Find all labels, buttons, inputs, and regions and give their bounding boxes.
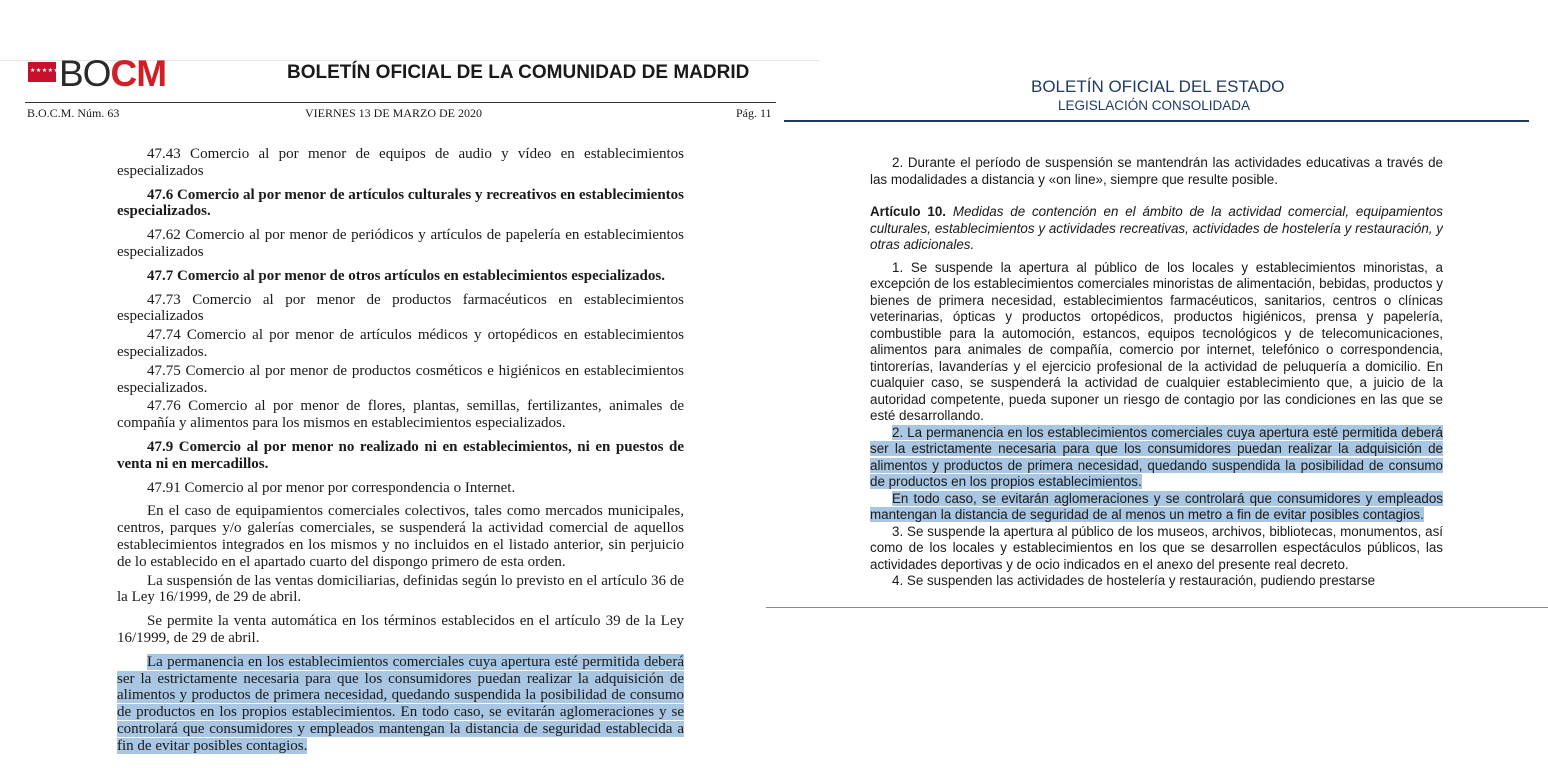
boe-article-number: Artículo 10.	[870, 204, 947, 219]
bocm-paragraph: 47.62 Comercio al por menor de periódicos y artículos de papelería en establecimientos especializados	[117, 227, 684, 260]
bocm-paragraph: En el caso de equipamientos comerciales colectivos, tales como mercados municipales, centros, parques y/o galerías comerciales, se suspenderá la actividad comercial de aquellos establecimientos integrados en los mismos y no incluidos en el listado anterior, sin perjuicio de lo establecido en el apartado cuarto del dispongo primero de esta orden.	[117, 503, 684, 570]
bocm-section-heading: 47.7 Comercio al por menor de otros artículos en establecimientos especializados.	[147, 267, 665, 284]
bocm-header-rule	[25, 102, 776, 103]
bocm-issue-date: VIERNES 13 DE MARZO DE 2020	[305, 106, 482, 120]
boe-article-heading	[870, 204, 1443, 254]
bocm-highlighted-paragraph	[117, 654, 684, 755]
madrid-flag-icon: ★★★★★★★	[28, 62, 56, 82]
boe-header-subtitle: LEGISLACIÓN CONSOLIDADA	[1058, 98, 1251, 113]
text-highlight: La permanencia en los establecimientos comerciales cuya apertura esté permitida deberá ser la estrictamente necesaria para que los consumidores puedan realizar la adquisición de alimentos y productos de primera necesidad, quedando suspendida la posibilidad de consumo de productos en los propios establecimientos. En todo caso, se evitarán aglomeraciones y se controlará que consumidores y empleados mantengan la distancia de seguridad establecida a fin de evitar posibles contagios.	[117, 653, 684, 754]
boe-highlighted-paragraph	[870, 491, 1443, 524]
boe-highlighted-paragraph	[870, 425, 1443, 491]
bocm-logo: BOCM	[59, 53, 167, 94]
bocm-header-title: BOLETÍN OFICIAL DE LA COMUNIDAD DE MADRID	[287, 62, 750, 83]
bocm-body	[117, 146, 684, 755]
bocm-issue-number: B.O.C.M. Núm. 63	[27, 106, 120, 120]
bocm-section-heading: 47.9 Comercio al por menor no realizado ni en establecimientos, ni en puestos de venta ni en mercadillos.	[117, 438, 684, 472]
bocm-page-number: Pág. 11	[736, 106, 772, 120]
boe-body	[870, 155, 1443, 607]
bocm-paragraph: 47.75 Comercio al por menor de productos cosméticos e higiénicos en establecimientos especializados.	[117, 362, 684, 396]
boe-paragraph: 3. Se suspende la apertura al público de los museos, archivos, bibliotecas, monumentos, así como de los locales y establecimientos en los que se desarrollen espectáculos públicos, las actividades deportivas y de ocio indicados en el anexo del presente real decreto.	[870, 523, 1443, 572]
boe-header-title: BOLETÍN OFICIAL DEL ESTADO	[1031, 77, 1285, 96]
boe-paragraph: 4. Se suspenden las actividades de hostelería y restauración, pudiendo prestarse	[892, 573, 1376, 588]
bocm-paragraph: 47.73 Comercio al por menor de productos farmacéuticos en establecimientos especializados	[117, 291, 684, 325]
bocm-paragraph: 47.43 Comercio al por menor de equipos de audio y vídeo en establecimientos especializados	[117, 146, 684, 179]
boe-page-bottom-rule	[766, 607, 1548, 608]
text-highlight: 2. La permanencia en los establecimientos comerciales cuya apertura esté permitida deberá ser la estrictamente necesaria para que los consumidores puedan realizar la adquisición de alimentos y productos de primera necesidad, quedando suspendida la posibilidad de consumo de productos en los propios establecimientos.	[870, 424, 1443, 489]
bocm-paragraph: 47.76 Comercio al por menor de flores, plantas, semillas, fertilizantes, animales de compañía y alimentos para los mismos en establecimientos especializados.	[117, 398, 684, 432]
bocm-paragraph: 47.91 Comercio al por menor por correspondencia o Internet.	[147, 479, 516, 496]
boe-article-title: Medidas de contención en el ámbito de la actividad comercial, equipamientos culturales, establecimientos y actividades recreativas, actividades de hostelería y restauración, y otras adicionales.	[870, 204, 1443, 252]
boe-header-rule	[784, 120, 1529, 122]
boe-paragraph: 1. Se suspende la apertura al público de los locales y establecimientos minoristas, a excepción de los establecimientos comerciales minoristas de alimentación, bebidas, productos y bienes de primera necesidad, establecimientos farmacéuticos, sanitarios, centros o clínicas veterinarias, ópticas y productos ortopédicos, productos higiénicos, prensa y papelería, combustible para la automoción, estancos, equipos tecnológicos y de telecomunicaciones, alimentos para animales de compañía, comercio por internet, telefónico o correspondencia, tintorerías, lavanderías y el ejercicio profesional de la actividad de peluquería a domicilio. En cualquier caso, se suspenderá la actividad de cualquier establecimiento que, a juicio de la autoridad competente, pueda suponer un riesgo de contagio por las condiciones en las que se esté desarrollando.	[870, 259, 1443, 423]
bocm-paragraph: La suspensión de las ventas domiciliarias, definidas según lo previsto en el artículo 36 de la Ley 16/1999, de 29 de abril.	[117, 572, 684, 606]
bocm-paragraph: 47.74 Comercio al por menor de artículos médicos y ortopédicos en establecimientos especializados.	[117, 327, 684, 360]
bocm-paragraph: Se permite la venta automática en los términos establecidos en el artículo 39 de la Ley 16/1999, de 29 de abril.	[117, 613, 684, 646]
boe-paragraph: 2. Durante el período de suspensión se mantendrán las actividades educativas a través de las modalidades a distancia y «on line», siempre que resulte posible.	[870, 155, 1443, 187]
bocm-section-heading: 47.6 Comercio al por menor de artículos culturales y recreativos en establecimientos especializados.	[117, 186, 684, 220]
text-highlight: En todo caso, se evitarán aglomeraciones y se controlará que consumidores y empleados mantengan la distancia de seguridad de al menos un metro a fin de evitar posibles contagios.	[870, 490, 1443, 522]
